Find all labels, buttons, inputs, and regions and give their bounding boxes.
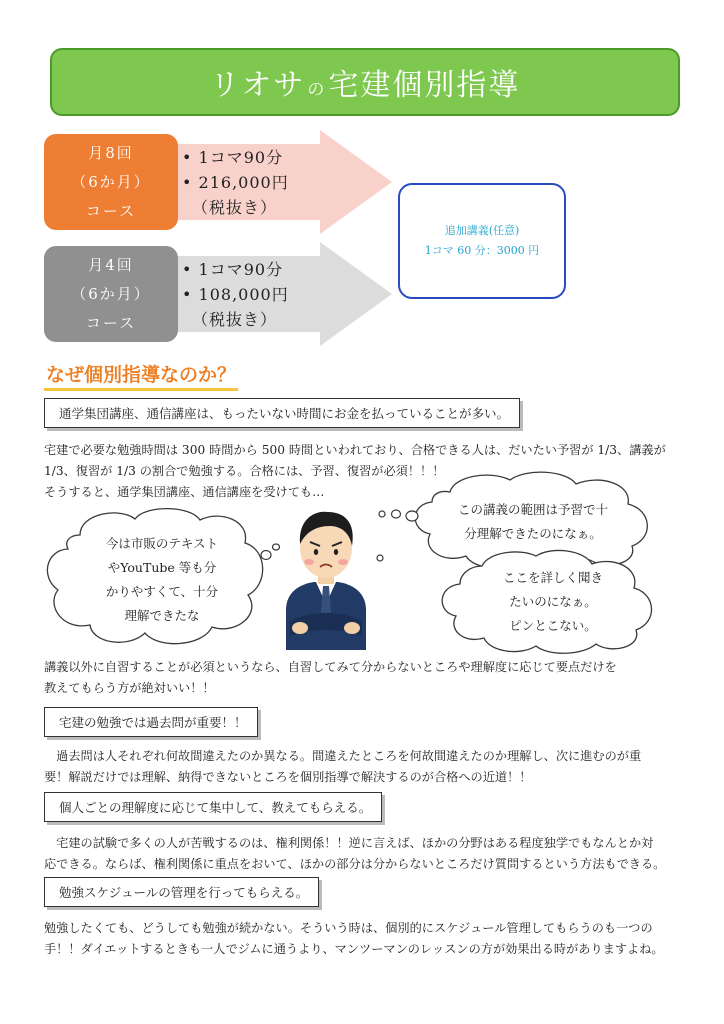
course-8-points bbox=[182, 145, 289, 220]
paragraph-1: 宅建で必要な勉強時間は 300 時間から 500 時間といわれており、合格できる人は、だいたい予習が 1/3、講義が 1/3、復習が 1/3 の割合で勉強する。合格には、予習、復習が必須！！！ そうすると、通学集団講座、通信講座を受けても… bbox=[44, 443, 666, 499]
paragraph-2: 講義以外に自習することが必須というなら、自習してみて分からないところや理解度に応じて要点だけを 教えてもらう方が絶対いい！！ bbox=[44, 660, 617, 695]
course-4-point-3: （税抜き） bbox=[192, 310, 278, 329]
thought-text-left: 今は市販のテキスト やYouTube 等も分 かりやすくて、十分 理解できたな bbox=[105, 536, 219, 623]
course-4-line-2: （6か月） bbox=[71, 284, 151, 303]
title-brand: リオサ bbox=[209, 68, 306, 103]
section-heading: なぜ個別指導なのか？ bbox=[44, 360, 238, 391]
course-8-point-3: （税抜き） bbox=[192, 198, 278, 217]
course-4-line-1: 月4回 bbox=[88, 255, 134, 274]
course-8-line-2: （6か月） bbox=[71, 172, 151, 191]
course-4-point-2: • 108,000円 bbox=[182, 285, 289, 304]
course-8-label bbox=[44, 134, 178, 230]
course-8-point-2: • 216,000円 bbox=[182, 173, 289, 192]
point-box-4: 勉強スケジュールの管理を行ってもらえる。 bbox=[44, 877, 319, 907]
option-box bbox=[398, 183, 566, 299]
course-8-line-3: コース bbox=[85, 201, 137, 220]
option-title: 追加講義(任意) bbox=[444, 224, 520, 237]
worried-man-illustration bbox=[276, 500, 376, 650]
thought-text-right-top: この講義の範囲は予習で十 分理解できたのになぁ。 bbox=[457, 502, 608, 541]
title-subject: 宅建個別指導 bbox=[328, 68, 521, 103]
point-box-2: 宅建の勉強では過去問が重要！！ bbox=[44, 707, 258, 737]
paragraph-5: 勉強したくても、どうしても勉強が続かない。そういう時は、個別的にスケジュール管理してもらうのも一つの 手！！ダイエットするときも一人でジムに通うより、マンツーマンのレッスンの方が効果出る時がありますよね。 bbox=[44, 921, 664, 956]
point-box-1: 通学集団講座、通信講座は、もったいない時間にお金を払っていることが多い。 bbox=[44, 398, 520, 428]
course-8-line-1: 月8回 bbox=[88, 143, 134, 162]
course-8-point-1: • 1コマ90分 bbox=[182, 148, 284, 167]
course-4-label bbox=[44, 246, 178, 342]
thought-text-right-bottom: ここを詳しく聞き たいのになぁ。 ピンとこない。 bbox=[502, 570, 603, 633]
paragraph-3: 過去問は人それぞれ何故間違えたのか異なる。間違えたところを何故間違えたのか理解し、次に進むのが重 要！解説だけでは理解、納得できないところを個別指導で解決するのが合格への近道！！ bbox=[44, 749, 642, 784]
title-particle: の bbox=[307, 80, 327, 100]
page-title bbox=[210, 60, 521, 104]
title-banner bbox=[50, 48, 680, 116]
point-box-3: 個人ごとの理解度に応じて集中して、教えてもらえる。 bbox=[44, 792, 382, 822]
option-detail: 1コマ 60 分：3000 円 bbox=[424, 244, 540, 257]
course-4-point-1: • 1コマ90分 bbox=[182, 260, 284, 279]
course-4-line-3: コース bbox=[85, 313, 137, 332]
paragraph-4: 宅建の試験で多くの人が苦戦するのは、権利関係！！逆に言えば、ほかの分野はある程度独学でもなんとか対 応できる。ならば、権利関係に重点をおいて、ほかの部分は分からないところだけ質問するという方法もできる。 bbox=[44, 836, 666, 871]
course-4-points bbox=[182, 257, 289, 332]
